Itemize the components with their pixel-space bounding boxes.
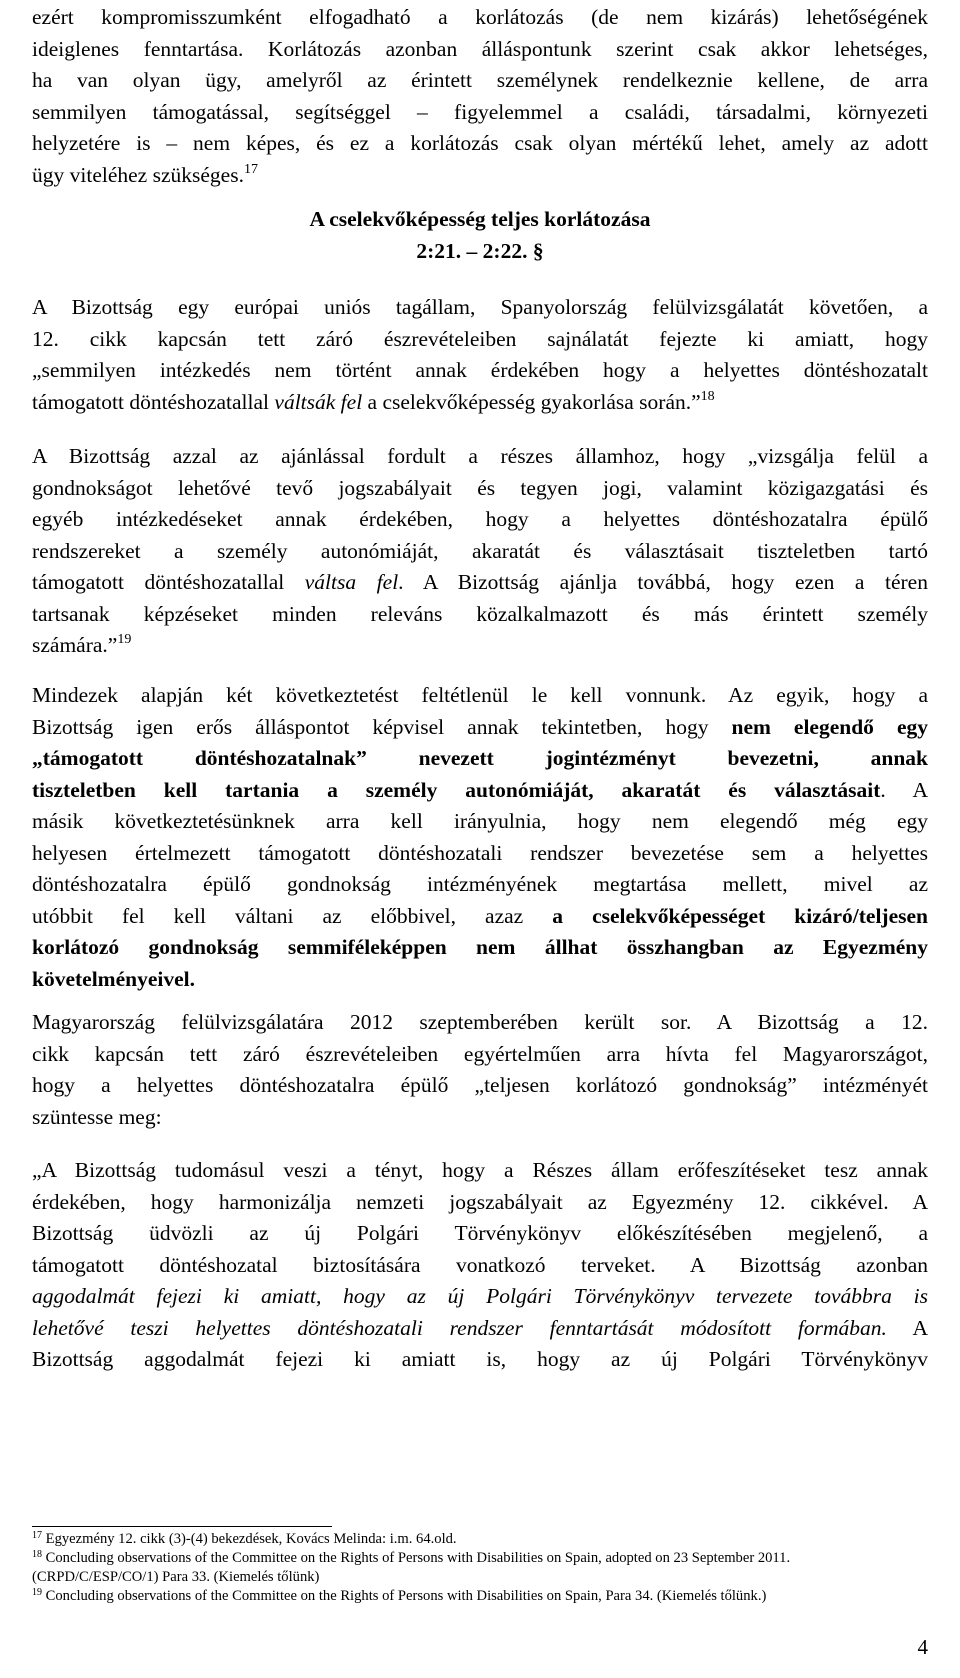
footnote-item: (CRPD/C/ESP/CO/1) Para 33. (Kiemelés tőlünk) [32,1569,320,1585]
text-line: másik következtetésünknek arra kell irányulnia, hogy nem elegendő még egy [32,809,928,833]
text-line: tartsanak képzéseket minden releváns közalkalmazott és más érintett személy [32,601,928,626]
paragraph-quote [32,1155,928,1376]
text-line: támogatott döntéshozatallal váltsák fel a cselekvőképesség gyakorlása során.”$^{18}$ [32,388,715,414]
paragraph-spain [32,292,928,418]
footnote-separator [32,1526,332,1527]
text-line: gondnokságot lehetővé tevő jogszabályait és tegyen jogi, valamint közigazgatási és [32,475,928,500]
footnote-ref: 19 [117,632,132,647]
text-line: cikk kapcsán tett záró észrevételeiben egyértelműen arra hívta fel Magyarországot, [32,1041,928,1066]
text-line: „semmilyen intézkedés nem történt annak érdekében hogy a helyettes döntéshozatalt [32,358,928,382]
text-line: „támogatott döntéshozatalnak” nevezett jogintézményt bevezetni, annak [32,746,928,770]
section-title: A cselekvőképesség teljes korlátozása [309,207,651,231]
text-line: ezért kompromisszumként elfogadható a korlátozás (de nem kizárás) lehetőségének [32,5,928,29]
text-line: helyzetére is – nem képes, és ez a korlátozás csak olyan mértékű lehet, amely az adott [32,131,928,155]
page-number: 4 [917,1635,928,1659]
text-line: helyesen értelmezett támogatott döntéshozatali rendszer bevezetése sem a helyettes [32,840,928,865]
text-fragment: ügy viteléhez szükséges. [32,162,244,187]
text-line: ha van olyan ügy, amelyről az érintett személynek rendelkeznie kellene, de arra [32,68,928,92]
text-line: Bizottság aggodalmát fejezi ki amiatt is, hogy az új Polgári Törvénykönyv [32,1347,928,1371]
paragraph-hungary [32,1007,928,1133]
text-line: utóbbit fel kell váltani az előbbivel, azaz a cselekvőképességet kizáró/teljesen [32,903,929,928]
text-line: A Bizottság egy európai uniós tagállam, Spanyolország felülvizsgálatát követően, a [32,295,928,319]
text-line: döntéshozatalra épülő gondnokság intézményének megtartása mellett, mivel az [32,872,928,896]
text-line: érdekében, hogy harmonizálja nemzeti jogszabályait az Egyezmény 12. cikkével. A [32,1189,928,1214]
text-line: támogatott döntéshozatal biztosítására vonatkozó terveket. A Bizottság azonban [32,1252,928,1277]
text-line: ideiglenes fenntartása. Korlátozás azonban álláspontunk szerint csak akkor lehetséges, [32,36,928,61]
section-heading [32,204,928,267]
text-line: támogatott döntéshozatallal váltsa fel. A Bizottság ajánlja továbbá, hogy ezen a téren [32,570,928,594]
footnotes [32,1530,932,1606]
text-line: A Bizottság azzal az ajánlással fordult a részes államhoz, hogy „vizsgálja felül a [32,444,928,468]
text-line: számára.”$^{19}$ [32,632,132,657]
text-line: Bizottság igen erős álláspontot képvisel annak tekintetben, hogy nem elegendő egy [32,714,929,739]
text-line: 12. cikk kapcsán tett záró észrevételeiben sajnálatát fejezte ki amiatt, hogy [32,326,928,351]
text-line: követelményeivel. [32,966,195,991]
paragraph-recommendation [32,441,928,662]
footnote-ref: 17 [243,161,258,177]
text-line: egyéb intézkedéseket annak érdekében, hogy a helyettes döntéshozatalra épülő [32,507,928,531]
paragraph-conclusions [32,680,928,995]
text-line [32,160,928,192]
text-line: rendszereket a személy autonómiáját, akaratát és választásait tiszteletben tartó [32,538,928,563]
text-line: aggodalmát fejezi ki amiatt, hogy az új Polgári Törvénykönyv tervezete továbbra is [32,1284,928,1308]
text-line: Magyarország felülvizsgálatára 2012 szeptemberében került sor. A Bizottság a 12. [32,1010,928,1034]
paragraph-intro [32,2,928,191]
footnote-item: $^{19}$ Concluding observations of the Committee on the Rights of Persons with Disabilities on Spain, Para 34. (Kiemelés tőlünk.) [32,1587,767,1604]
text-line: lehetővé teszi helyettes döntéshozatali rendszer fenntartását módosított formában. A [32,1315,928,1340]
text-line: szüntesse meg: [32,1104,162,1129]
text-line: Mindezek alapján két következtetést feltétlenül le kell vonnunk. Az egyik, hogy a [32,683,928,707]
footnote-item: $^{18}$ Concluding observations of the Committee on the Rights of Persons with Disabilities on Spain, adopted on 23 September 2011. [32,1549,791,1566]
text-line: tiszteletben kell tartania a személy autonómiáját, akaratát és választásait. A [32,777,929,802]
footnote-ref: 18 [700,388,715,404]
text-line: Bizottság üdvözli az új Polgári Törvénykönyv előkészítésében megjelenő, a [32,1221,928,1245]
text-line: korlátozó gondnokság semmiféleképpen nem állhat összhangban az Egyezmény [32,935,928,959]
text-line: „A Bizottság tudomásul veszi a tényt, hogy a Részes állam erőfeszítéseket tesz annak [32,1158,928,1182]
footnote-item: $^{17}$ Egyezmény 12. cikk (3)-(4) bekezdések, Kovács Melinda: i.m. 64.old. [32,1530,457,1547]
text-line: hogy a helyettes döntéshozatalra épülő „teljesen korlátozó gondnokság” intézményét [32,1073,928,1097]
text-line: semmilyen támogatással, segítséggel – figyelemmel a családi, társadalmi, környezeti [32,99,928,124]
section-subtitle: 2:21. – 2:22. § [416,238,544,263]
